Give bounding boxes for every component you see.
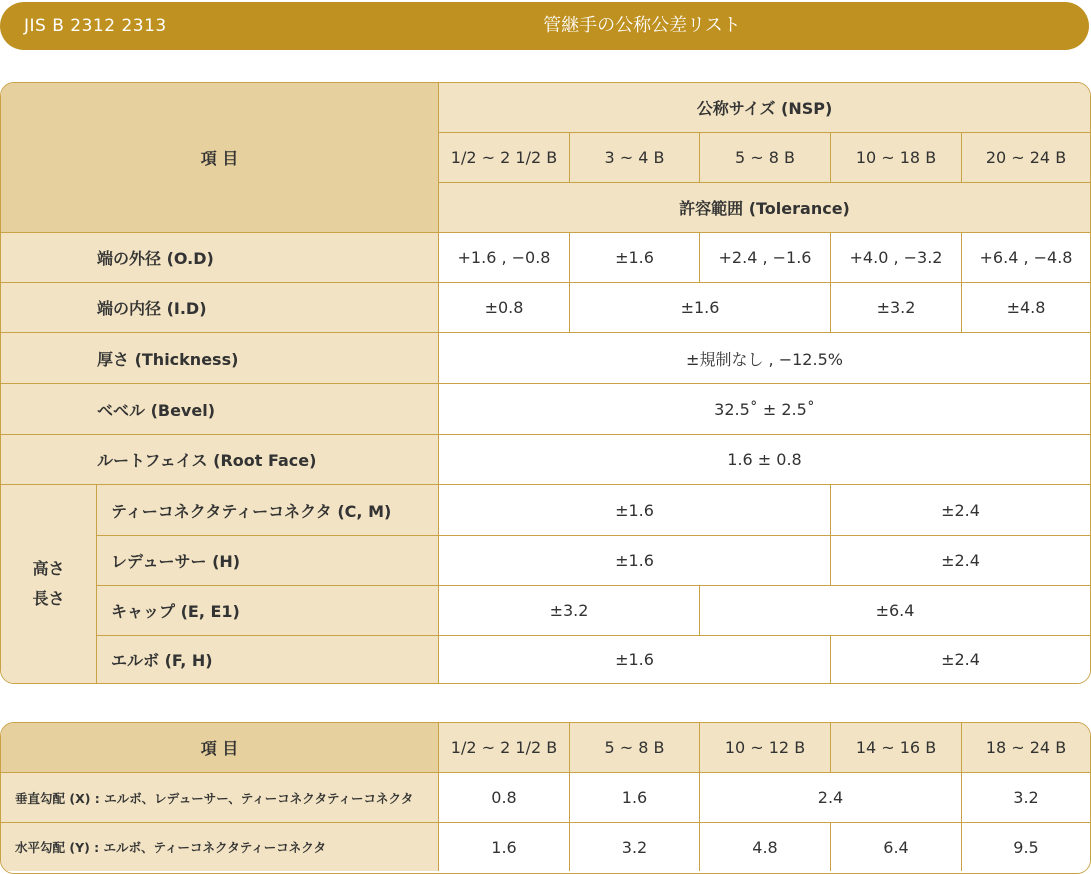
value-cell: 3.2 xyxy=(962,773,1090,823)
item-header: 項 目 xyxy=(1,83,439,233)
row-label-bevel: ベベル (Bevel) xyxy=(1,384,439,435)
value-cell: ±2.4 xyxy=(831,636,1090,683)
value-cell: ±2.4 xyxy=(831,485,1090,536)
value-cell: +2.4 , −1.6 xyxy=(700,233,831,283)
size-header: 10 ~ 18 B xyxy=(831,133,962,183)
row-label-root-face: ルートフェイス (Root Face) xyxy=(1,435,439,485)
value-cell: ±1.6 xyxy=(439,636,831,683)
size-header: 18 ~ 24 B xyxy=(962,723,1090,773)
value-cell: ±3.2 xyxy=(439,586,700,636)
item-header: 項 目 xyxy=(1,723,439,773)
value-cell: ±3.2 xyxy=(831,283,962,333)
size-header: 20 ~ 24 B xyxy=(962,133,1090,183)
row-label-cap: キャップ (E, E1) xyxy=(97,586,439,636)
value-cell: +6.4 , −4.8 xyxy=(962,233,1090,283)
nominal-size-header: 公称サイズ (NSP) xyxy=(439,83,1090,133)
row-label-reducer: レデューサー (H) xyxy=(97,536,439,586)
value-cell: 3.2 xyxy=(570,823,700,871)
slope-tolerance-table xyxy=(0,722,1091,874)
value-cell: ±6.4 xyxy=(700,586,1090,636)
value-cell: ±2.4 xyxy=(831,536,1090,586)
size-header: 3 ~ 4 B xyxy=(570,133,700,183)
value-cell: ±1.6 xyxy=(439,536,831,586)
value-cell: 1.6 ± 0.8 xyxy=(439,435,1090,485)
value-cell: ±規制なし , −12.5% xyxy=(439,333,1090,384)
value-cell: ±1.6 xyxy=(570,233,700,283)
length-label: 長さ xyxy=(32,589,65,608)
value-cell: 2.4 xyxy=(700,773,962,823)
value-cell: 6.4 xyxy=(831,823,962,871)
row-label-elbow: エルボ (F, H) xyxy=(97,636,439,683)
value-cell: 1.6 xyxy=(570,773,700,823)
size-header: 5 ~ 8 B xyxy=(570,723,700,773)
height-label: 高さ xyxy=(32,559,65,578)
value-cell: ±1.6 xyxy=(570,283,831,333)
standard-code: JIS B 2312 2313 xyxy=(24,16,167,36)
value-cell: 1.6 xyxy=(439,823,570,871)
value-cell: 0.8 xyxy=(439,773,570,823)
size-header: 5 ~ 8 B xyxy=(700,133,831,183)
page-title: 管継手の公称公差リスト xyxy=(543,15,741,36)
row-label-vertical-slope: 垂直勾配 (X) : エルボ、レデューサー、ティーコネクタティーコネクタ xyxy=(1,773,439,823)
title-bar xyxy=(0,2,1089,50)
row-label-id: 端の内径 (I.D) xyxy=(1,283,439,333)
tolerance-header: 許容範囲 (Tolerance) xyxy=(439,183,1090,233)
size-header: 14 ~ 16 B xyxy=(831,723,962,773)
height-length-group-label xyxy=(1,485,97,683)
tolerance-table xyxy=(0,82,1091,684)
value-cell: 9.5 xyxy=(962,823,1090,871)
value-cell: ±0.8 xyxy=(439,283,570,333)
row-label-horizontal-slope: 水平勾配 (Y) : エルボ、ティーコネクタティーコネクタ xyxy=(1,823,439,871)
size-header: 10 ~ 12 B xyxy=(700,723,831,773)
row-label-od: 端の外径 (O.D) xyxy=(1,233,439,283)
value-cell: +1.6 , −0.8 xyxy=(439,233,570,283)
row-label-tee: ティーコネクタティーコネクタ (C, M) xyxy=(97,485,439,536)
value-cell: +4.0 , −3.2 xyxy=(831,233,962,283)
value-cell: 4.8 xyxy=(700,823,831,871)
row-label-thickness: 厚さ (Thickness) xyxy=(1,333,439,384)
size-header: 1/2 ~ 2 1/2 B xyxy=(439,723,570,773)
size-header: 1/2 ~ 2 1/2 B xyxy=(439,133,570,183)
value-cell: ±4.8 xyxy=(962,283,1090,333)
value-cell: 32.5˚ ± 2.5˚ xyxy=(439,384,1090,435)
value-cell: ±1.6 xyxy=(439,485,831,536)
